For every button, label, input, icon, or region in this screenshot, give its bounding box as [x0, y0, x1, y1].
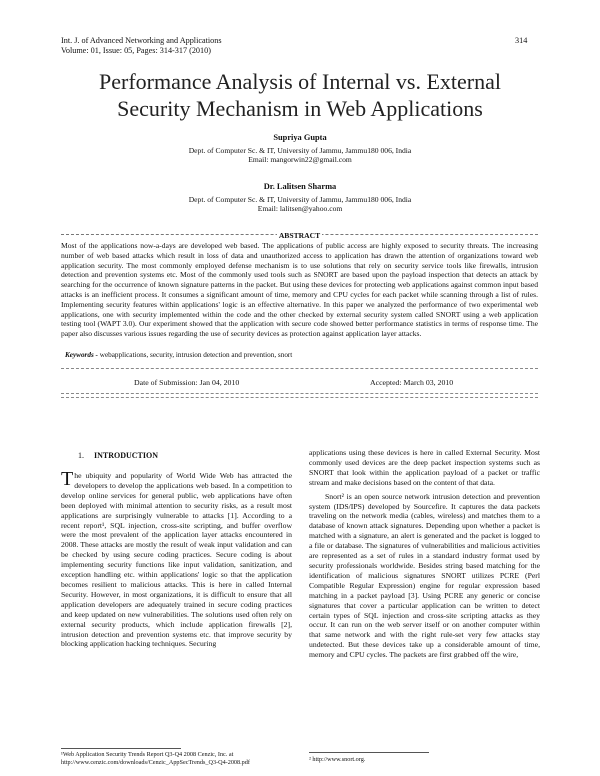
author-email: Email: lalitsen@yahoo.com	[257, 204, 343, 213]
author-name: Dr. Lalitsen Sharma	[263, 182, 337, 191]
acceptance-date: Accepted: March 03, 2010	[370, 378, 454, 387]
title-line-1: Performance Analysis of Internal vs. External	[99, 69, 501, 94]
keywords	[65, 351, 292, 359]
keywords-label: Keywords -	[65, 351, 98, 359]
submission-date: Date of Submission: Jan 04, 2010	[134, 378, 240, 387]
abstract-heading	[61, 231, 538, 240]
paper-title	[40, 68, 560, 122]
title-line-2: Security Mechanism in Web Applications	[117, 96, 483, 121]
section-number: 1.	[78, 451, 84, 460]
journal-volume: Volume: 01, Issue: 05, Pages: 314-317 (2010)	[61, 46, 211, 55]
divider	[61, 397, 538, 398]
paragraph: Snort² is an open source network intrusion detection and prevention system (IDS/IPS) developed by Sourcefire. It captures the data packets traveling on the network media (cables, wireless) and matches them to a database of known attack signatures. Depending upon whether a packet is matched with a signature, an alert is generated and the packet is logged to a file or database. The signatures of vulnerabilities and malicious activities are represented as a set of rules in a standard industry format used by security professionals worldwide. Besides string based matching for the identification of malicious signatures SNORT utilizes PCRE (Perl Compatible Regular Expression) engine for regular expression based matching in a packet payload [3]. Using PCRE any generic or concise signatures that cover a particular application can be written to detect certain types of SQL injection and cross-site scripting attacks as they occur. It can run on the web server itself or on another computer within that same network and with the right rule-set very few attacks stay undetected. But these devices take up a considerable amount of time, memory and CPU cycles. The packets are first grabbed off the wire,	[309, 491, 540, 660]
paragraph: applications using these devices is here in called External Security. Most commonly used devices are the deep packet inspection systems such as SNORT that look within the application payload of a packet or traffic stream and make decisions based on the content of that data.	[309, 448, 540, 487]
author-name: Supriya Gupta	[273, 133, 327, 142]
keywords-text: webapplications, security, intrusion detection and prevention, snort	[99, 351, 293, 359]
drop-cap: T	[61, 468, 74, 490]
left-column	[61, 468, 292, 649]
right-column	[309, 448, 540, 660]
abstract-label: ABSTRACT	[278, 231, 321, 240]
intro-paragraph: he ubiquity and popularity of World Wide Web has attracted the developers to develop the applications web based. In a competition to develop online services for general public, web applications have often been deployed with minimal attention to security risks, as a result most applications are surprisingly vulnerable to attacks [1]. According to a recent report¹, SQL injection, cross-site scripting, and buffer overflow were the most prevalent of the application layer attacks encountered in 2008. These attacks are mostly the result of weak input validation and can be checked by using secure coding practices. Secure coding is about implementing security functions like input validation, sanitization, and exception handling etc. within applications' logic so that the application becomes resilient to malicious attacks. This is here in called Internal Security. However, in most organizations, it is difficult to ensure that all application developers are adequately trained in secure coding practices and keep updated on new vulnerabilities. The solutions used often rely on external security products, which include application firewalls [2], intrusion detection and prevention systems etc. that improve security by blocking application hacking techniques. Securing	[61, 471, 292, 649]
footnote-rule	[309, 752, 429, 753]
author-affiliation: Dept. of Computer Sc. & IT, University of Jammu, Jammu180 006, India	[188, 146, 412, 155]
footnote-1: ¹Web Application Security Trends Report Q3-Q4 2008 Cenzic, Inc. at http://www.cenzic.com/downloads/Cenzic_AppSecTrends_Q3-Q4-2008.pdf	[61, 751, 250, 766]
author-block-2	[0, 182, 600, 213]
divider	[61, 393, 538, 394]
journal-name: Int. J. of Advanced Networking and Applications	[61, 36, 222, 45]
abstract-text: Most of the applications now-a-days are developed web based. The applications of public access are highly exposed to security threats. The increasing number of web based attacks which result in loss of data and unauthorized access to application has drawn the attention of organizations toward web application security. The most commonly employed defense mechanism is to use solutions that rely on security service tools like firewalls, intrusion detection and prevention systems etc. Most of the commonly used tools such as SNORT are based upon the payload inspection that detects an attack by searching for the occurrence of known signature patterns in the packet. But using these devices for protecting web applications against common input based attacks is an inefficient process. It consumes a significant amount of time, memory and CPU cycles for each packet while scanning through a list of rules. Implementing security features within applications' logic is an effective alternative. In this paper we analyzed the performance of two experimental web applications, one with security implemented within the code and the other checked by external security system called SNORT using a web application testing tool (WAPT 3.0). Our experiment showed that the application with secure code showed better performance statistics in terms of response time. The paper also discusses various issues regarding the use of security devices as protection against application layer attacks.	[61, 241, 538, 339]
section-heading	[78, 451, 158, 460]
footnote-2: ² http://www.snort.org.	[309, 756, 366, 763]
divider	[61, 368, 538, 369]
section-title: INTRODUCTION	[94, 451, 159, 460]
author-affiliation: Dept. of Computer Sc. & IT, University of Jammu, Jammu180 006, India	[188, 195, 412, 204]
author-block-1	[0, 133, 600, 164]
footnote-rule	[61, 748, 181, 749]
page-number: 314	[515, 36, 528, 45]
author-email: Email: mangorwin22@gmail.com	[248, 155, 352, 164]
